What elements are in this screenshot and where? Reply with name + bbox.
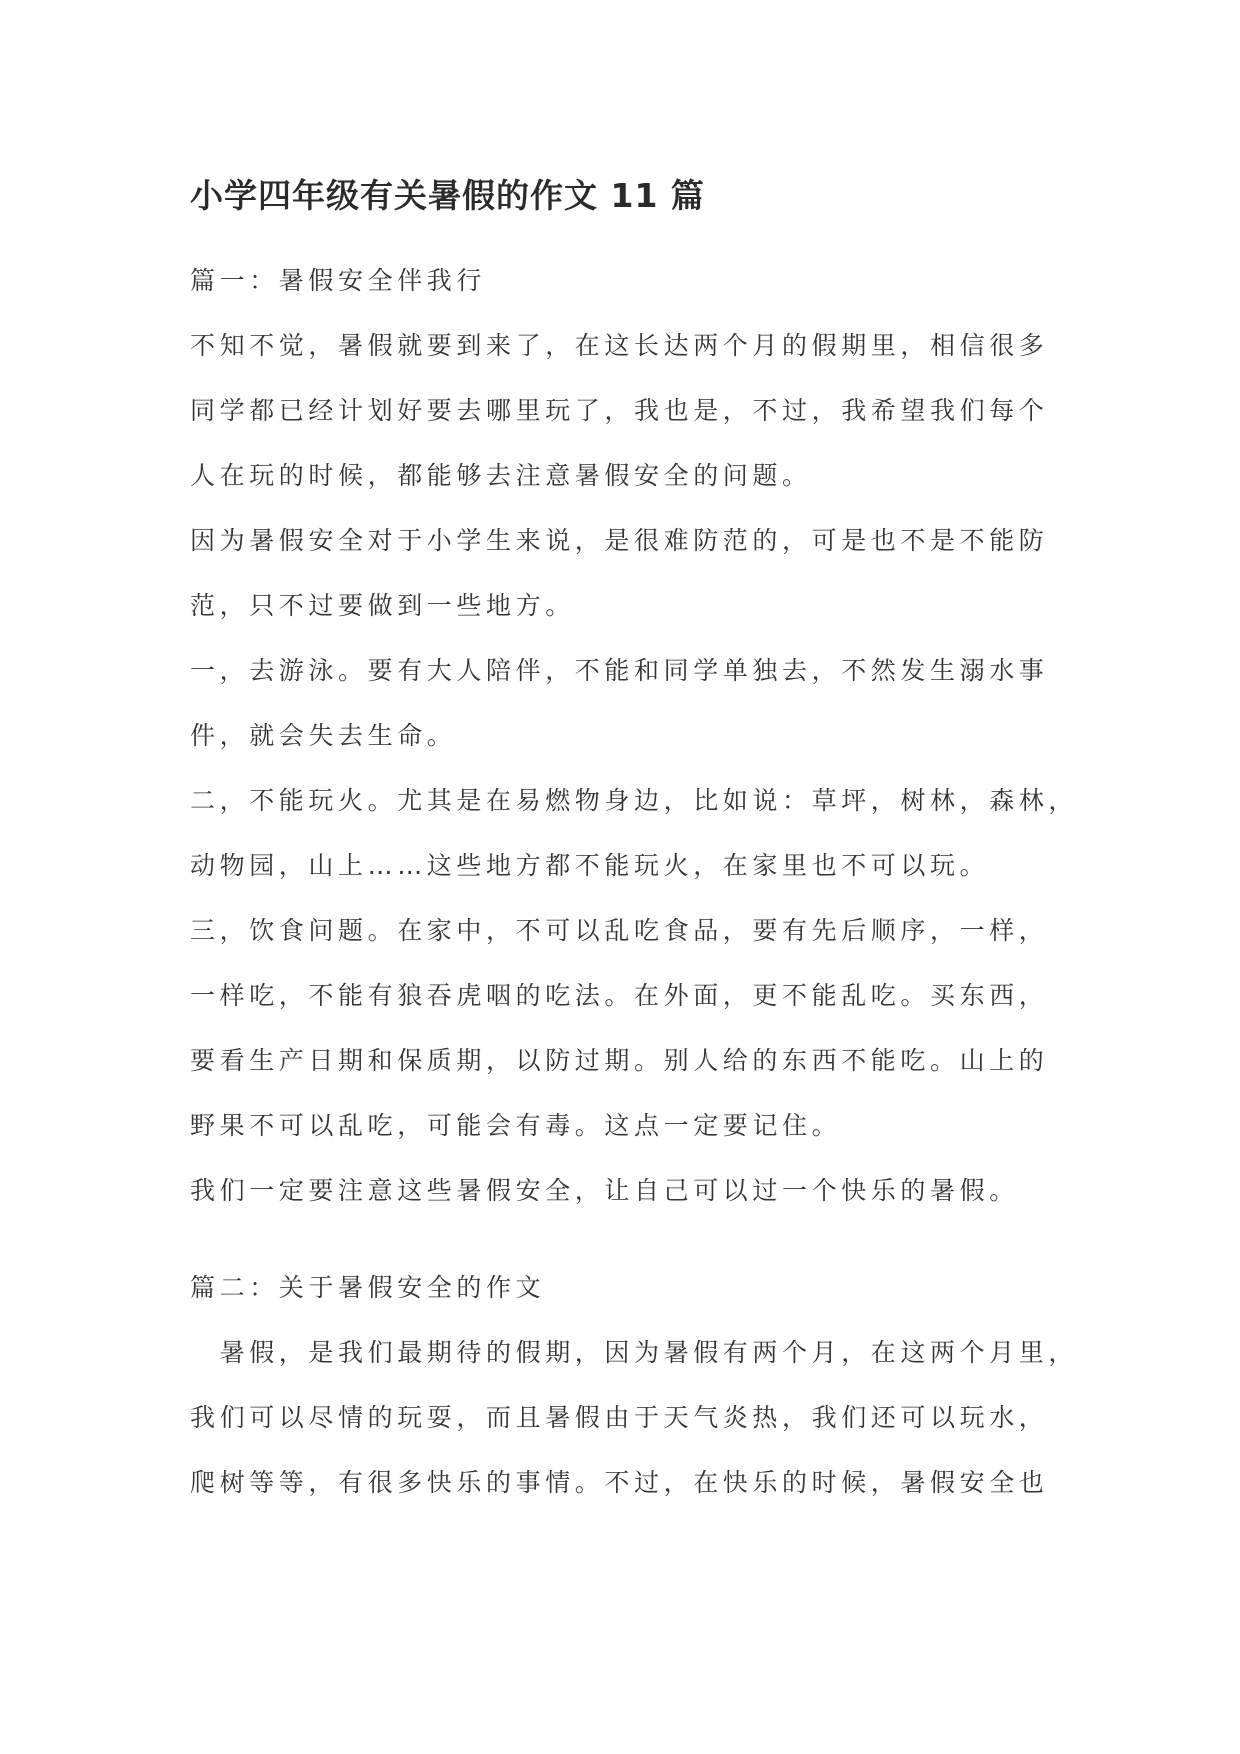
- paragraph-line: 人在玩的时候，都能够去注意暑假安全的问题。: [190, 461, 812, 490]
- paragraph-line: 暑假，是我们最期待的假期，因为暑假有两个月，在这两个月里，: [190, 1338, 1079, 1367]
- section-heading: 篇二：关于暑假安全的作文: [190, 1273, 546, 1302]
- paragraph-line: 一样吃，不能有狼吞虎咽的吃法。在外面，更不能乱吃。买东西，: [190, 981, 1049, 1010]
- paragraph-line: 爬树等等，有很多快乐的事情。不过，在快乐的时候，暑假安全也: [190, 1468, 1049, 1497]
- paragraph-line: 因为暑假安全对于小学生来说，是很难防范的，可是也不是不能防: [190, 526, 1049, 555]
- section-heading: 篇一：暑假安全伴我行: [190, 266, 487, 295]
- paragraph-line: 我们一定要注意这些暑假安全，让自己可以过一个快乐的暑假。: [190, 1176, 1019, 1205]
- paragraph-line: 二，不能玩火。尤其是在易燃物身边，比如说：草坪，树林，森林，: [190, 786, 1079, 815]
- paragraph-line: 不知不觉，暑假就要到来了，在这长达两个月的假期里，相信很多: [190, 331, 1049, 360]
- paragraph-line: 件，就会失去生命。: [190, 721, 457, 750]
- essay-section-1: [190, 248, 1190, 1223]
- paragraph-line: 三，饮食问题。在家中，不可以乱吃食品，要有先后顺序，一样，: [190, 916, 1049, 945]
- paragraph-line: 要看生产日期和保质期，以防过期。别人给的东西不能吃。山上的: [190, 1046, 1049, 1075]
- paragraph-line: 同学都已经计划好要去哪里玩了，我也是，不过，我希望我们每个: [190, 396, 1049, 425]
- paragraph-line: 我们可以尽情的玩耍，而且暑假由于天气炎热，我们还可以玩水，: [190, 1403, 1049, 1432]
- document-title: 小学四年级有关暑假的作文 11 篇: [190, 176, 705, 215]
- essay-section-2: [190, 1255, 1190, 1515]
- paragraph-line: 一，去游泳。要有大人陪伴，不能和同学单独去，不然发生溺水事: [190, 656, 1049, 685]
- paragraph-line: 范，只不过要做到一些地方。: [190, 591, 575, 620]
- paragraph-line: 动物园，山上……这些地方都不能玩火，在家里也不可以玩。: [190, 851, 990, 880]
- paragraph-line: 野果不可以乱吃，可能会有毒。这点一定要记住。: [190, 1111, 842, 1140]
